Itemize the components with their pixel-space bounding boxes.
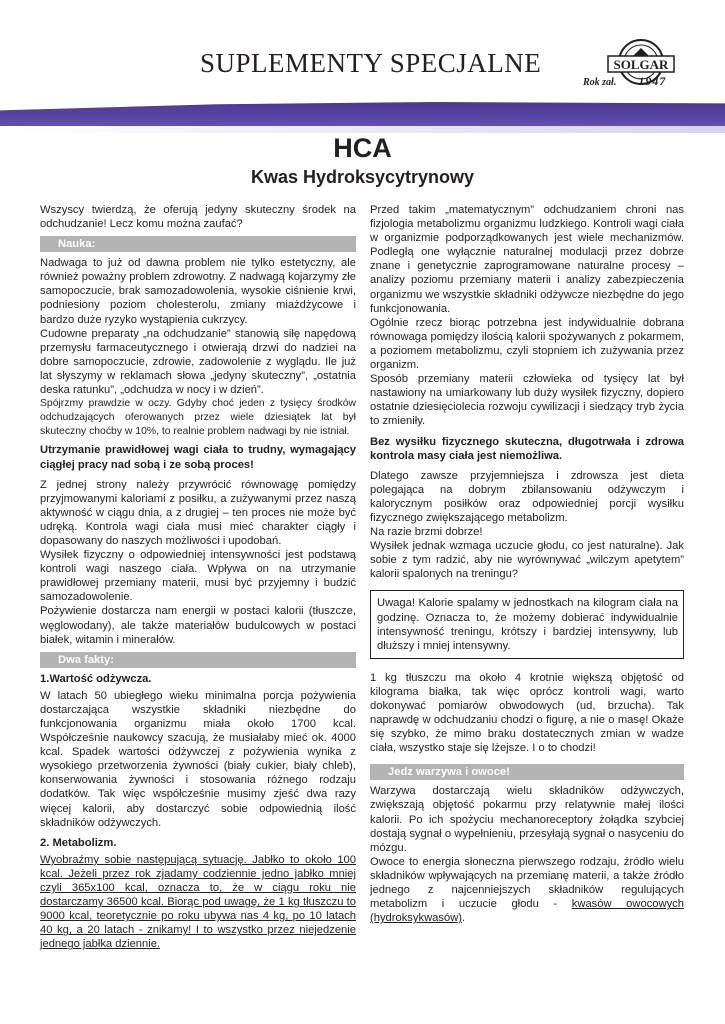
- paragraph-fat: 1 kg tłuszczu ma około 4 krotnie większą objętość od kilograma białka, tak więc oprócz kontroli wagi, warto dokonywać pomiarów obwodowych (ud, brzucha). Tak naprawdę w odchudzaniu chodzi o figurę, a nie o masę! Okaże się szybko, że mimo braku dostatecznych zmian w wadze ciała, wszystko staje się lżejsze. I o to chodzi!: [370, 671, 684, 755]
- section-heading-vegetables: Jedz warzywa i owoce!: [370, 764, 684, 780]
- solgar-logo: [600, 26, 682, 108]
- paragraph-nauka-1: Nadwaga to już od dawna problem nie tylko estetyczny, ale również poważny problem zdrowotny. Z nadwagą kojarzymy złe samopoczucie, brak samozadowolenia, wysokie ciśnienie krwi, podniesiony poziom cholesterolu, zmiany miażdżycowe i bardzo duże ryzyko wystąpienia cukrzycy.: [40, 257, 356, 326]
- page-subtitle: Kwas Hydroksycytrynowy: [250, 167, 475, 187]
- section-title: SUPLEMENTY SPECJALNE: [200, 48, 542, 78]
- paragraph-general: Ogólnie rzecz biorąc potrzebna jest indywidualnie dobrana równowaga pomiędzy ilością kalorii spożywanych z pokarmem, a poziomem metabolizmu, czyli stopniem ich zużywania przez organizm.: [370, 316, 684, 372]
- paragraph-math: Przed takim „matematycznym” odchudzaniem chroni nas fizjologia metabolizmu organizmu ludzkiego. Kontroli wagi ciała w organizmie podporządkowanych jest wiele mechanizmów. Podległą one wyłącznie naturalnej modulacji przez dobrze znane i genetycznie zaprogramowane naturalne procesy – analizy poziomu przemiany materii i analizy zabezpieczenia organizmu we wszystkie składniki odżywcze niezbędne do jego funkcjonowania.: [370, 204, 684, 315]
- logo-brand-text: SOLGAR: [613, 57, 669, 72]
- paragraph-veg-1: Warzywa dostarczają wielu składników odżywczych, zwiększają objętość pokarmu przy relatywnie małej ilości kalorii. Po ich spożyciu mechanoreceptory żołądka szybciej dostają sygnał o wypełnieniu, przesyłają sygnał o nasyceniu do mózgu.: [370, 785, 684, 854]
- section-heading-facts: Dwa fakty:: [40, 652, 356, 668]
- section-heading-nauka: Nauka:: [40, 236, 356, 252]
- bold-effort: Bez wysiłku fizycznego skuteczna, długotrwała i zdrowa kontrola masy ciała jest niemożliwa.: [370, 435, 684, 462]
- est-label: Rok zał.: [583, 77, 617, 88]
- fact1-body: W latach 50 ubiegłego wieku minimalna porcja pożywienia dostarczająca wszystkie składniki niezbędne do funkcjonowania organizmu miała około 1700 kcal. Współcześnie naukowcy szacują, że musiałaby mieć ok. 4000 kcal. Spadek wartości odżywczej z pożywienia wynika z wysokiego przetworzenia żywności (biały cukier, biały chleb), konserwowania żywności i stosowania różnego rodzaju dodatków. Tak więc współcześnie musimy zjeść dwa razy więcej kalorii, aby dostarczyć sobie odpowiednią ilość składników odżywczych.: [40, 689, 356, 829]
- paragraph-balance: Z jednej strony należy przywrócić równowagę pomiędzy przyjmowanymi kaloriami z posiłku, a zużywanymi przez naszą aktywność w ciągu dnia, a z drugiej – ten proces nie może być udręką. Kontrola wagi ciała musi mieć charakter ciągły i dopasowany do naszych możliwości i upodobań.: [40, 478, 356, 547]
- fact2-body: Wyobraźmy sobie następującą sytuację. Jabłko to około 100 kcal. Jeżeli przez rok zjadamy codziennie jedno jabłko mniej czyli 365x100 kcal, oznacza to, że w ciągu roku nie dostarczamy 36500 kcal. Biorąc pod uwagę, że 1 kg tłuszczu to 9000 kcal, teoretycznie po roku ubywa nas 4 kg, po 10 latach 40 kg, a 20 latach - znikamy! I to wszystko przez niejedzenie jednego jabłka dziennie.: [40, 853, 356, 951]
- paragraph-nauka-3: Spójrzmy prawdzie w oczy. Gdyby choć jeden z tysięcy środków odchudzających oferowanych przez wiele dziesiątek lat był skuteczny choćby w 10%, to realnie problem nadwagi by nie istniał.: [40, 398, 356, 438]
- left-column: [40, 203, 356, 955]
- bold-claim: Utrzymanie prawidłowej wagi ciała to trudny, wymagający ciągłej pracy nad sobą i ze sobą proces!: [40, 444, 356, 471]
- fact2-heading: 2. Metabolizm.: [40, 836, 117, 849]
- note-box: [370, 590, 684, 658]
- paragraph-nauka-2: Cudowne preparaty „na odchudzanie” stanowią siłę napędową przemysłu farmaceutycznego i otwierają drzwi do nadziei na dobre samopoczucie, zdrowie, zadowolenie z wyglądu. Ile już lat słyszymy w reklamach słowa „jedyny skuteczny”, „ostatnia deska ratunku”, „odchudza w nocy i w dzień”.: [40, 327, 356, 397]
- right-column: [370, 203, 684, 928]
- paragraph-food: Pożywienie dostarcza nam energii w postaci kalorii (tłuszcze, węglowodany), ale także materiałów budulcowych w postaci białek, witamin i minerałów.: [40, 605, 356, 646]
- established-label: [583, 74, 723, 89]
- paragraph-veg-2-end: .: [462, 912, 466, 925]
- fruit-acids-link[interactable]: kwasów owocowych (hydroksykwasów): [370, 898, 684, 925]
- paragraph-good: Na razie brzmi dobrze!: [370, 526, 483, 539]
- paragraph-hunger: Wysiłek jednak wzmaga uczucie głodu, co jest naturalne). Jak sobie z tym radzić, aby nie wyrównywać „wilczym apetytem” kalorii spalonych na treningu?: [370, 540, 684, 581]
- paragraph-simple: Dlatego zawsze przyjemniejsza i zdrowsza jest dieta polegająca na dobrym zbilansowaniu odżywczym i kalorycznym posiłków oraz odpowiedniej porcji wysiłku fizycznego zwiększającego metabolizm.: [370, 469, 684, 524]
- note-box-text: Uwaga! Kalorie spalamy w jednostkach na kilogram ciała na godzinę. Oznacza to, że możemy dobierać indywidualnie intensywność treningu, krótszy i bardziej intensywny, lub dłuższy i mniej intensywny.: [377, 597, 678, 652]
- intro-paragraph: Wszyscy twierdzą, że oferują jedyny skuteczny środek na odchudzanie! Lecz komu można zaufać?: [40, 204, 356, 231]
- paragraph-veg-2: [370, 855, 684, 925]
- fact1-heading: 1.Wartość odżywcza.: [40, 672, 152, 685]
- paragraph-method: Sposób przemiany materii człowieka od tysięcy lat był nastawiony na umiarkowany lub duży wysiłek fizyczny, dopiero ostatnie dziesięciolecia rozwoju cywilizacji i siedzący tryb życia to zmieniły.: [370, 373, 684, 428]
- paragraph-exercise: Wysiłek fizyczny o odpowiedniej intensywności jest podstawą kontroli wagi naszego ciała. Wpływa on na utrzymanie prawidłowej przemiany materii, musi być przyjemny i budzić samozadowolenie.: [40, 549, 356, 604]
- page-title: HCA: [333, 133, 392, 163]
- header-band-shadow: [0, 126, 725, 133]
- paragraph-veg-2-text: Owoce to energia słoneczna pierwszego rodzaju, źródło wielu składników wpływających na przemianę materii, a także źródło jednego z najcenniejszych składników regulujących metabolizm i uczucie głodu -: [370, 855, 684, 911]
- est-year: 1947: [638, 74, 667, 88]
